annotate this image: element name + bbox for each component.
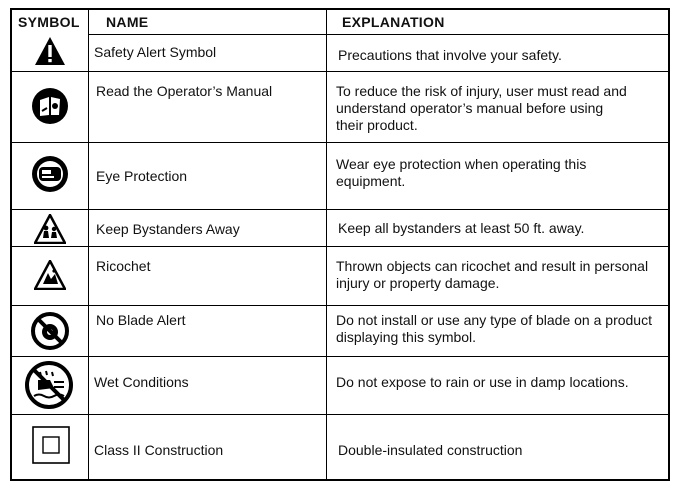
row-name: Keep Bystanders Away — [96, 221, 240, 237]
row-name: Class II Construction — [94, 442, 224, 458]
row-divider — [12, 71, 668, 72]
row-explanation — [336, 312, 652, 346]
row-name: Safety Alert Symbol — [94, 44, 217, 60]
header-name: NAME — [106, 14, 149, 30]
row-divider — [12, 356, 668, 357]
class-ii-icon — [32, 426, 70, 469]
explanation-line: Do not install or use any type of blade on a product — [336, 312, 652, 328]
row-divider — [12, 246, 668, 247]
column-divider — [326, 10, 327, 479]
row-explanation — [336, 258, 648, 292]
explanation-line: To reduce the risk of injury, user must read and — [336, 83, 627, 99]
header-explanation: EXPLANATION — [342, 14, 445, 30]
explanation-line: Thrown objects can ricochet and result in personal — [336, 258, 649, 274]
header-divider — [88, 34, 668, 35]
column-divider — [88, 10, 89, 479]
explanation-line: displaying this symbol. — [336, 329, 477, 345]
row-explanation — [336, 83, 627, 134]
row-name: Wet Conditions — [94, 374, 189, 390]
no-blade-icon — [30, 311, 70, 356]
row-name: Eye Protection — [96, 168, 188, 184]
wet-conditions-icon — [24, 360, 74, 415]
explanation-line: Wear eye protection when operating this — [336, 156, 587, 172]
row-explanation — [336, 156, 586, 190]
row-divider — [12, 209, 668, 210]
row-explanation: Do not expose to rain or use in damp locations. — [336, 374, 629, 390]
row-name: Read the Operator’s Manual — [96, 83, 273, 99]
bystanders-away-icon — [34, 214, 66, 249]
explanation-line: equipment. — [336, 173, 406, 189]
row-explanation: Double-insulated construction — [338, 442, 523, 458]
explanation-line: their product. — [336, 117, 418, 133]
row-divider — [12, 142, 668, 143]
row-divider — [12, 305, 668, 306]
row-explanation: Precautions that involve your safety. — [338, 47, 562, 63]
explanation-line: understand operator’s manual before using — [336, 100, 604, 116]
eye-protection-icon — [30, 154, 70, 199]
explanation-line: injury or property damage. — [336, 275, 500, 291]
ricochet-icon — [34, 260, 66, 295]
symbol-table — [10, 8, 670, 481]
row-name: No Blade Alert — [96, 312, 186, 328]
row-divider — [12, 414, 668, 415]
operators-manual-icon — [30, 86, 70, 131]
row-explanation: Keep all bystanders at least 50 ft. away. — [338, 220, 585, 236]
row-name: Ricochet — [96, 258, 151, 274]
safety-alert-icon — [34, 36, 66, 71]
header-symbol: SYMBOL — [18, 14, 80, 30]
